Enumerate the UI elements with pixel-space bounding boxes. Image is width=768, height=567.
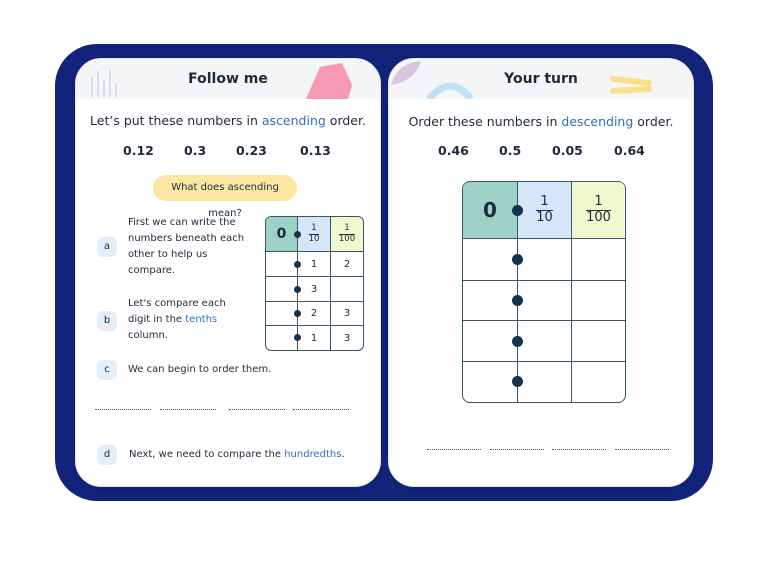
step-text: Next, we need to compare the: [129, 449, 285, 460]
step-badge-b: b: [97, 311, 117, 331]
instruction-text: Order these numbers in: [408, 114, 562, 129]
hundredths-digit: [331, 277, 363, 302]
decimal-point: [294, 286, 301, 293]
table-row: [463, 239, 625, 281]
number: 0.64: [614, 143, 645, 158]
tenths-digit: 3: [310, 283, 318, 295]
table-row: [266, 252, 363, 277]
hundredths-header: [331, 217, 363, 252]
number: 0.3: [184, 143, 207, 158]
instruction-text: order.: [325, 113, 366, 128]
hundredths-digit: 3: [343, 332, 351, 344]
ones-header: 0: [266, 217, 298, 252]
yellow-stripes-decoration-icon: [609, 73, 655, 99]
number: 0.13: [300, 143, 331, 158]
answer-blank[interactable]: [490, 449, 544, 450]
your-turn-header: [389, 59, 693, 99]
denominator: 10: [536, 209, 553, 225]
decimal-point: [512, 254, 523, 265]
step-badge-a: a: [97, 237, 117, 257]
pink-shape-decoration-icon: [298, 61, 354, 99]
number: 0.5: [499, 143, 522, 158]
step-b-text: [128, 296, 238, 344]
place-value-table: [265, 216, 364, 351]
table-row: [463, 362, 625, 402]
step-badge-d: d: [97, 445, 117, 465]
keyword-tenths: tenths: [185, 314, 218, 325]
number: 0.05: [552, 143, 583, 158]
step-badge-c: c: [97, 360, 117, 380]
bars-decoration-icon: [88, 63, 124, 99]
step-text: Let's compare each digit in the: [128, 298, 226, 325]
decimal-point: [294, 231, 301, 238]
answer-blank[interactable]: [293, 409, 349, 410]
panel-title: Follow me: [188, 71, 268, 87]
hundredths-digit: 3: [331, 302, 363, 326]
instruction: [76, 113, 380, 128]
table-row: [266, 326, 363, 350]
decimal-point: [294, 261, 301, 268]
keyword-hundredths: hundredths: [284, 449, 342, 460]
answer-blank[interactable]: [95, 409, 151, 410]
ones-header: 0: [463, 182, 518, 239]
decimal-point: [512, 376, 523, 387]
table-row: [463, 321, 625, 362]
step-text: .: [341, 449, 345, 460]
number: 0.46: [438, 143, 469, 158]
numerator: 1: [309, 224, 320, 234]
keyword-ascending: ascending: [261, 113, 326, 128]
instruction: [389, 114, 693, 129]
keyword-descending: descending: [561, 114, 634, 129]
follow-me-panel: [75, 58, 381, 487]
tenths-header: [518, 182, 572, 239]
tenths-digit: 1: [310, 258, 318, 270]
denominator: 100: [586, 209, 611, 225]
follow-me-header: [76, 59, 380, 99]
decimal-point: [294, 310, 301, 317]
numerator: 1: [339, 224, 355, 234]
tenths-digit: 1: [310, 332, 318, 344]
table-row: [266, 277, 363, 302]
hundredths-header: [572, 182, 625, 239]
blue-arch-decoration-icon: [425, 77, 475, 99]
hundredths-digit: 2: [331, 252, 363, 277]
instruction-text: Let’s put these numbers in: [90, 113, 262, 128]
table-row: [463, 281, 625, 321]
number: 0.12: [123, 143, 154, 158]
step-a-text: First we can write the numbers beneath each other to help us compare.: [128, 217, 245, 276]
decimal-point: [512, 295, 523, 306]
tenths-digit: 2: [310, 308, 318, 319]
answer-blank[interactable]: [229, 409, 285, 410]
answer-blank[interactable]: [552, 449, 606, 450]
numerator: 1: [536, 195, 553, 210]
decimal-point: [294, 334, 301, 341]
tenths-header: [298, 217, 331, 252]
denominator: 10: [308, 233, 320, 244]
decimal-point: [512, 336, 523, 347]
purple-leaf-decoration-icon: [389, 59, 423, 89]
answer-blank[interactable]: [615, 449, 669, 450]
number: 0.23: [236, 143, 267, 158]
answer-blank[interactable]: [160, 409, 216, 410]
instruction-text: order.: [633, 114, 674, 129]
your-turn-panel: [388, 58, 694, 487]
answer-blank[interactable]: [427, 449, 481, 450]
numerator: 1: [586, 195, 611, 210]
place-value-table: [462, 181, 626, 403]
step-d-text: [129, 447, 345, 463]
denominator: 100: [338, 233, 356, 244]
step-c-text: We can begin to order them.: [128, 364, 272, 375]
table-row: [266, 302, 363, 326]
panel-title: Your turn: [504, 71, 578, 87]
step-text: column.: [128, 330, 168, 341]
hint-button[interactable]: What does ascending mean?: [153, 175, 297, 201]
decimal-point: [512, 205, 523, 216]
